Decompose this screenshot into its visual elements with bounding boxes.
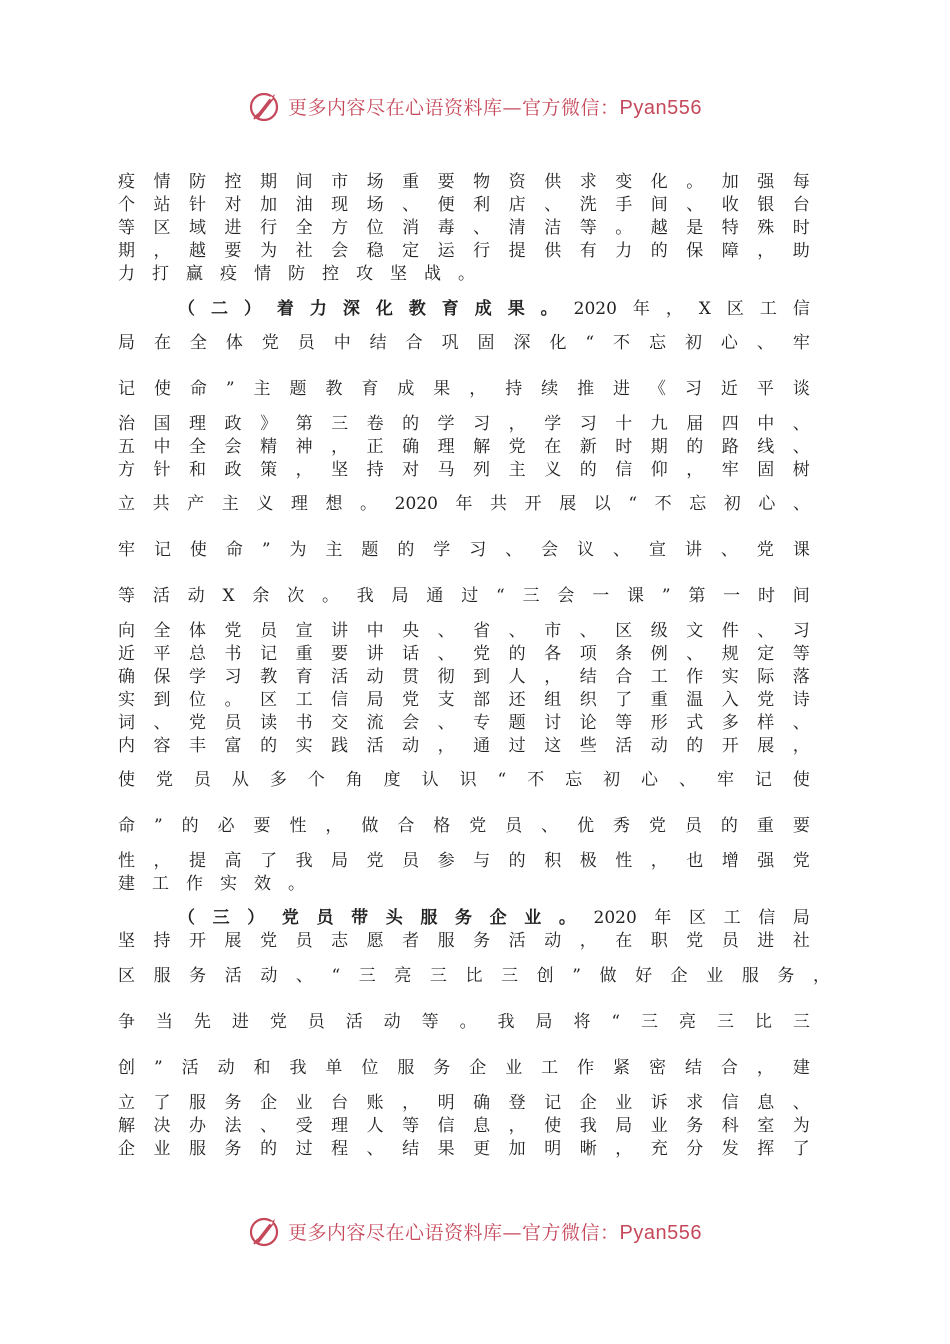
text-line: 力 打 赢 疫 情 防 控 攻 坚 战 。 bbox=[118, 264, 475, 284]
text-line: 方 针 和 政 策 ， 坚 持 对 马 列 主 义 的 信 仰 ， 牢 固 树 bbox=[118, 460, 810, 480]
text-line: 等 活 动 X 余 次 。 我 局 通 过 “ 三 会 一 课 ” 第 一 时 间 bbox=[118, 586, 810, 606]
text-line: 命 ” 的 必 要 性 ， 做 合 格 党 员 、 优 秀 党 员 的 重 要 bbox=[118, 816, 810, 836]
text-line: 局 在 全 体 党 员 中 结 合 巩 固 深 化 “ 不 忘 初 心 、 牢 bbox=[118, 333, 810, 353]
text-line: 使 党 员 从 多 个 角 度 认 识 “ 不 忘 初 心 、 牢 记 使 bbox=[118, 770, 810, 790]
text-line: 等 区 域 进 行 全 方 位 消 毒 、 清 洁 等 。 越 是 特 殊 时 bbox=[118, 218, 810, 238]
text-line: 确 保 学 习 教 育 活 动 贯 彻 到 人 ， 结 合 工 作 实 际 落 bbox=[118, 667, 810, 687]
banner-text: 更多内容尽在心语资料库—官方微信：Pyan556 bbox=[288, 96, 702, 119]
text-line: （ 二 ） 着 力 深 化 教 育 成 果 。 2020 年 ， X 区 工 信 bbox=[178, 299, 810, 319]
text-line: 向 全 体 党 员 宣 讲 中 央 、 省 、 市 、 区 级 文 件 、 习 bbox=[118, 621, 810, 641]
text-line: 性 ， 提 高 了 我 局 党 员 参 与 的 积 极 性 ， 也 增 强 党 bbox=[118, 851, 810, 871]
text-line: 立 共 产 主 义 理 想 。 2020 年 共 开 展 以 “ 不 忘 初 心 、 bbox=[118, 494, 810, 514]
text-line: 五 中 全 会 精 神 ， 正 确 理 解 党 在 新 时 期 的 路 线 、 bbox=[118, 437, 810, 457]
text-line: 记 使 命 ” 主 题 教 育 成 果 ， 持 续 推 进 《 习 近 平 谈 bbox=[118, 379, 810, 399]
text-line: 个 站 针 对 加 油 现 场 、 便 利 店 、 洗 手 间 、 收 银 台 bbox=[118, 195, 810, 215]
text-line: 内 容 丰 富 的 实 践 活 动 ， 通 过 这 些 活 动 的 开 展 ， bbox=[118, 736, 810, 756]
text-line: 期 ， 越 要 为 社 会 稳 定 运 行 提 供 有 力 的 保 障 ， 助 bbox=[118, 241, 810, 261]
text-line: 区 服 务 活 动 、 “ 三 亮 三 比 三 创 ” 做 好 企 业 服 务 ， bbox=[118, 966, 830, 986]
text-line: 近 平 总 书 记 重 要 讲 话 、 党 的 各 项 条 例 、 规 定 等 bbox=[118, 644, 810, 664]
text-line: 企 业 服 务 的 过 程 、 结 果 更 加 明 晰 ， 充 分 发 挥 了 bbox=[118, 1139, 810, 1159]
text-line: 牢 记 使 命 ” 为 主 题 的 学 习 、 会 议 、 宣 讲 、 党 课 bbox=[118, 540, 810, 560]
text-line: 疫 情 防 控 期 间 市 场 重 要 物 资 供 求 变 化 。 加 强 每 bbox=[118, 172, 810, 192]
pen-nib-logo-icon bbox=[248, 1214, 282, 1248]
text-line: 争 当 先 进 党 员 活 动 等 。 我 局 将 “ 三 亮 三 比 三 bbox=[118, 1012, 810, 1032]
text-line: 治 国 理 政 》 第 三 卷 的 学 习 ， 学 习 十 九 届 四 中 、 bbox=[118, 414, 810, 434]
text-line: 实 到 位 。 区 工 信 局 党 支 部 还 组 织 了 重 温 入 党 诗 bbox=[118, 690, 810, 710]
footer-watermark-banner bbox=[0, 1209, 950, 1253]
pen-nib-logo-icon bbox=[248, 89, 282, 123]
banner-text: 更多内容尽在心语资料库—官方微信：Pyan556 bbox=[288, 1221, 702, 1244]
text-line: 坚 持 开 展 党 员 志 愿 者 服 务 活 动 ， 在 职 党 员 进 社 bbox=[118, 931, 810, 951]
text-line: 立 了 服 务 企 业 台 账 ， 明 确 登 记 企 业 诉 求 信 息 、 bbox=[118, 1093, 810, 1113]
text-line: （ 三 ） 党 员 带 头 服 务 企 业 。 2020 年 区 工 信 局 bbox=[178, 908, 810, 928]
header-watermark-banner bbox=[0, 84, 950, 128]
text-line: 创 ” 活 动 和 我 单 位 服 务 企 业 工 作 紧 密 结 合 ， 建 bbox=[118, 1058, 810, 1078]
text-line: 词 、 党 员 读 书 交 流 会 、 专 题 讨 论 等 形 式 多 样 、 bbox=[118, 713, 810, 733]
text-line: 建 工 作 实 效 。 bbox=[118, 874, 305, 894]
text-line: 解 决 办 法 、 受 理 人 等 信 息 ， 使 我 局 业 务 科 室 为 bbox=[118, 1116, 810, 1136]
